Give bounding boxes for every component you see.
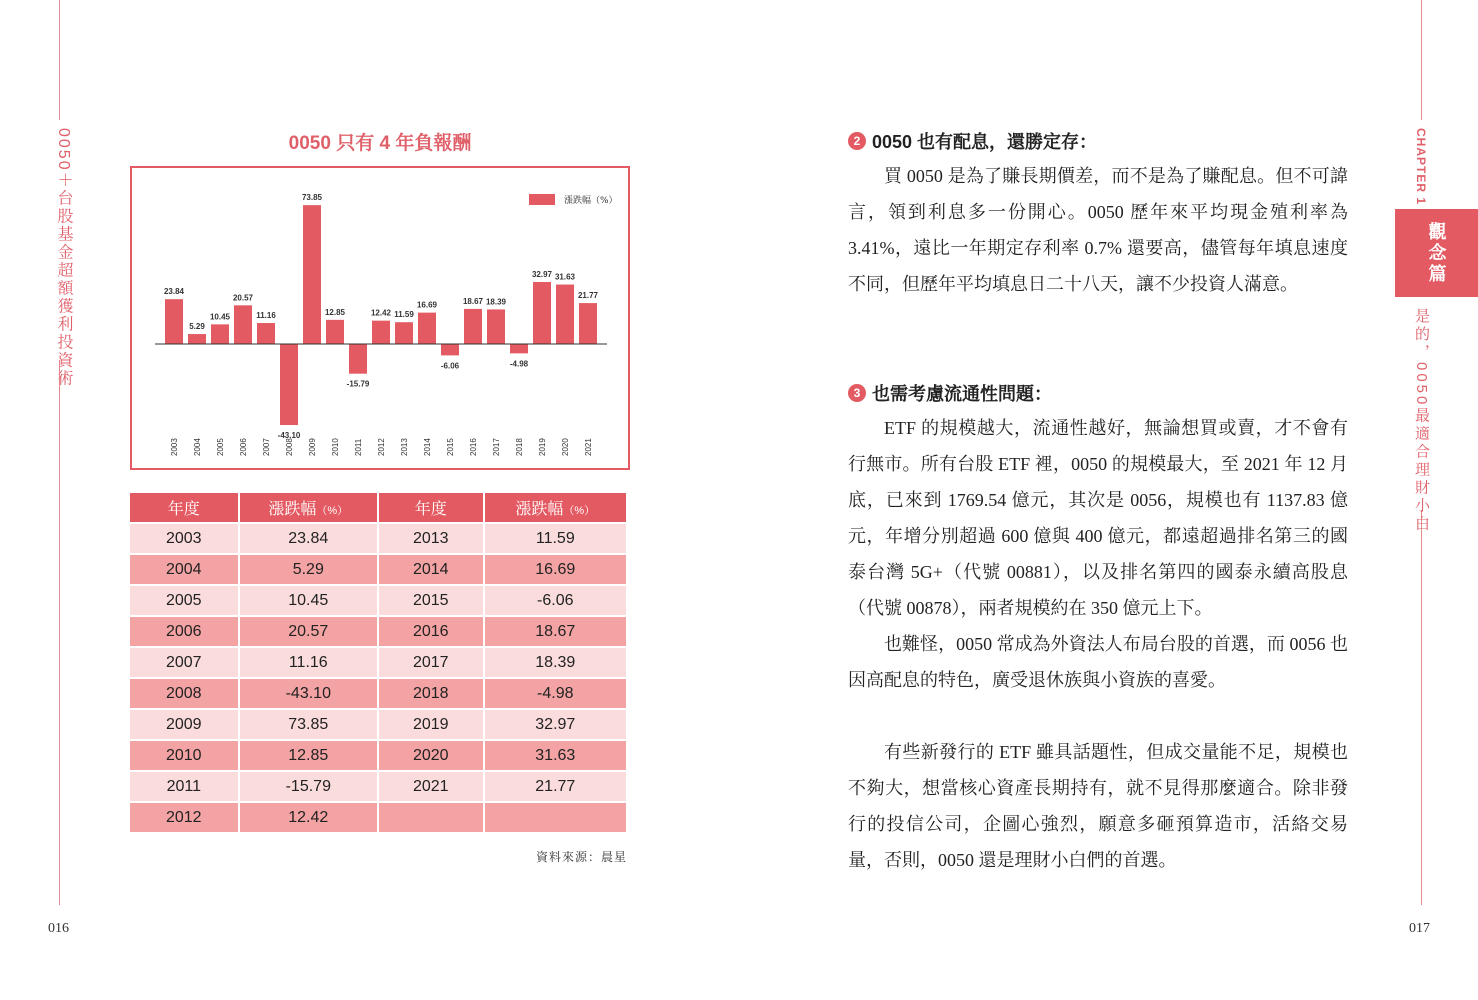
cell-year: 2006 <box>130 617 238 646</box>
section-heading-text: 也需考慮流通性問題： <box>872 384 1052 404</box>
bar-chart-svg <box>132 168 628 468</box>
cell-change: 11.59 <box>485 524 626 553</box>
returns-table <box>128 491 628 834</box>
cell-change <box>485 803 626 832</box>
cell-change: 16.69 <box>485 555 626 584</box>
cell-change: 23.84 <box>240 524 377 553</box>
bar <box>234 305 252 344</box>
cell-change: -6.06 <box>485 586 626 615</box>
cell-change: 31.63 <box>485 741 626 770</box>
cell-year: 2019 <box>379 710 483 739</box>
bar <box>464 309 482 344</box>
cell-change: -4.98 <box>485 679 626 708</box>
section-body <box>848 410 1348 698</box>
section-number-badge: 2 <box>848 132 866 150</box>
table-row <box>130 555 626 584</box>
data-source: 資料來源：晨星 <box>536 850 628 864</box>
bar <box>211 324 229 344</box>
tick-label: 2018 <box>515 438 524 456</box>
bar <box>165 299 183 344</box>
table-row <box>130 710 626 739</box>
table-header-year: 年度 <box>379 493 483 522</box>
table-header-change: 漲跌幅（%） <box>240 493 377 522</box>
chapter-label: CHAPTER 1 <box>1414 128 1428 206</box>
tick-label: 2017 <box>492 438 501 456</box>
data-label: 10.45 <box>209 312 231 322</box>
bar <box>349 344 367 374</box>
bar-chart <box>130 166 630 470</box>
left-margin-line-bottom <box>59 360 60 905</box>
paragraph: 也難怪，0050 常成為外資法人布局台股的首選，而 0056 也因高配息的特色，廣受退休族與小資族的喜愛。 <box>848 634 1348 690</box>
paragraph: 有些新發行的 ETF 雖具話題性，但成交量能不足，規模也不夠大，想當核心資產長期持有，就不見得那麼適合。除非發行的投信公司，企圖心強烈，願意多砸預算造市，活絡交易量，否則，0050 還是理財小白們的首選。 <box>848 742 1348 870</box>
tick-label: 2016 <box>469 438 478 456</box>
cell-change: 21.77 <box>485 772 626 801</box>
table-row <box>130 741 626 770</box>
bar <box>533 282 551 344</box>
cell-change: -15.79 <box>240 772 377 801</box>
section-body <box>848 158 1348 302</box>
cell-year <box>379 803 483 832</box>
bar <box>257 323 275 344</box>
cell-year: 2008 <box>130 679 238 708</box>
table-header-year: 年度 <box>130 493 238 522</box>
cell-year: 2003 <box>130 524 238 553</box>
tick-label: 2008 <box>285 438 294 456</box>
cell-change: 73.85 <box>240 710 377 739</box>
data-label: 21.77 <box>577 291 599 301</box>
tick-label: 2005 <box>216 438 225 456</box>
table-row <box>130 648 626 677</box>
data-label: 16.69 <box>416 300 438 310</box>
table-header-row <box>130 493 626 522</box>
tick-label: 2003 <box>170 438 179 456</box>
table-row <box>130 679 626 708</box>
tick-label: 2014 <box>423 438 432 456</box>
data-label: 5.29 <box>189 322 205 332</box>
bar <box>395 322 413 344</box>
data-label: -4.98 <box>509 359 529 369</box>
left-margin-line-top <box>59 0 60 120</box>
cell-change: 20.57 <box>240 617 377 646</box>
cell-change: 18.39 <box>485 648 626 677</box>
cell-year: 2015 <box>379 586 483 615</box>
data-label: -15.79 <box>346 379 370 389</box>
tick-label: 2010 <box>331 438 340 456</box>
tick-label: 2021 <box>584 438 593 456</box>
chart-title: 0050 只有 4 年負報酬 <box>288 133 472 154</box>
cell-year: 2011 <box>130 772 238 801</box>
right-margin-line-top <box>1421 0 1422 120</box>
section-heading <box>848 380 1052 406</box>
cell-year: 2005 <box>130 586 238 615</box>
data-label: -43.10 <box>277 431 301 441</box>
data-label: 18.67 <box>462 296 484 306</box>
book-side-title: 0050＋台股基金超額獲利投資術 <box>55 128 72 388</box>
section-number-badge: 3 <box>848 384 866 402</box>
cell-year: 2013 <box>379 524 483 553</box>
data-label: 12.85 <box>324 307 346 317</box>
data-label: 20.57 <box>232 293 254 303</box>
tick-label: 2011 <box>354 438 363 456</box>
cell-year: 2020 <box>379 741 483 770</box>
data-label: 18.39 <box>485 297 507 307</box>
cell-change: 10.45 <box>240 586 377 615</box>
bar <box>441 344 459 355</box>
page-number-right: 017 <box>1409 921 1430 936</box>
bar <box>372 321 390 344</box>
section-heading <box>848 128 1097 154</box>
table-row <box>130 586 626 615</box>
legend-swatch <box>529 194 555 205</box>
cell-year: 2018 <box>379 679 483 708</box>
bar <box>579 303 597 344</box>
data-label: 11.16 <box>256 311 276 321</box>
cell-change: 5.29 <box>240 555 377 584</box>
cell-year: 2016 <box>379 617 483 646</box>
bar <box>303 205 321 344</box>
tick-label: 2007 <box>262 438 271 456</box>
cell-year: 2017 <box>379 648 483 677</box>
closing-body <box>848 734 1348 878</box>
table-row <box>130 524 626 553</box>
cell-year: 2021 <box>379 772 483 801</box>
chapter-subtitle: 是的，0050最適合理財小白 <box>1413 308 1430 534</box>
tick-label: 2015 <box>446 438 455 456</box>
tick-label: 2006 <box>239 438 248 456</box>
section-heading-text: 0050 也有配息，還勝定存： <box>872 132 1098 152</box>
cell-change: 18.67 <box>485 617 626 646</box>
tick-label: 2020 <box>561 438 570 456</box>
tick-label: 2012 <box>377 438 386 456</box>
cell-year: 2004 <box>130 555 238 584</box>
data-label: -6.06 <box>440 361 460 371</box>
tick-label: 2009 <box>308 438 317 456</box>
cell-year: 2007 <box>130 648 238 677</box>
tick-label: 2013 <box>400 438 409 456</box>
paragraph: 買 0050 是為了賺長期價差，而不是為了賺配息。但不可諱言，領到利息多一份開心。0050 歷年來平均現金殖利率為 3.41%，遠比一年期定存利率 0.7% 還要高，儘管每年填息速度不同，但歷年平均填息日二十八天，讓不少投資人滿意。 <box>848 166 1348 294</box>
cell-change: 12.85 <box>240 741 377 770</box>
cell-year: 2014 <box>379 555 483 584</box>
right-margin-line-bottom <box>1421 510 1422 905</box>
tick-label: 2004 <box>193 438 202 456</box>
page-number-left: 016 <box>48 921 69 936</box>
data-label: 23.84 <box>163 287 185 297</box>
data-label: 11.59 <box>394 310 414 320</box>
data-label: 12.42 <box>370 308 392 318</box>
data-label: 73.85 <box>301 193 323 203</box>
bar <box>510 344 528 353</box>
bar <box>326 320 344 344</box>
table-row <box>130 617 626 646</box>
cell-year: 2010 <box>130 741 238 770</box>
section-tab <box>1395 209 1478 297</box>
cell-change: 12.42 <box>240 803 377 832</box>
bar <box>556 285 574 344</box>
data-label: 31.63 <box>554 272 576 282</box>
legend-label: 漲跌幅（%） <box>564 196 618 206</box>
cell-change: -43.10 <box>240 679 377 708</box>
paragraph: ETF 的規模越大，流通性越好，無論想買或賣，才不會有行無市。所有台股 ETF 裡，0050 的規模最大，至 2021 年 12 月底，已來到 1769.54 億元，其次是 0056，規模也有 1137.83 億元，年增分別超過 600 億與 400 億元，都遠超過排名第三的國泰台灣 5G+（代號 00881），以及排名第四的國泰永續高股息（代號 00878），兩者規模約在 350 億元上下。 <box>848 418 1348 618</box>
tick-label: 2019 <box>538 438 547 456</box>
bar <box>280 344 298 425</box>
cell-year: 2009 <box>130 710 238 739</box>
table-row <box>130 772 626 801</box>
cell-change: 11.16 <box>240 648 377 677</box>
section-tab-label: 觀念篇 <box>1426 221 1447 285</box>
table-header-change: 漲跌幅（%） <box>485 493 626 522</box>
data-label: 32.97 <box>531 270 553 280</box>
bar <box>487 309 505 344</box>
cell-year: 2012 <box>130 803 238 832</box>
bar <box>418 313 436 344</box>
bar <box>188 334 206 344</box>
table-row <box>130 803 626 832</box>
cell-change: 32.97 <box>485 710 626 739</box>
